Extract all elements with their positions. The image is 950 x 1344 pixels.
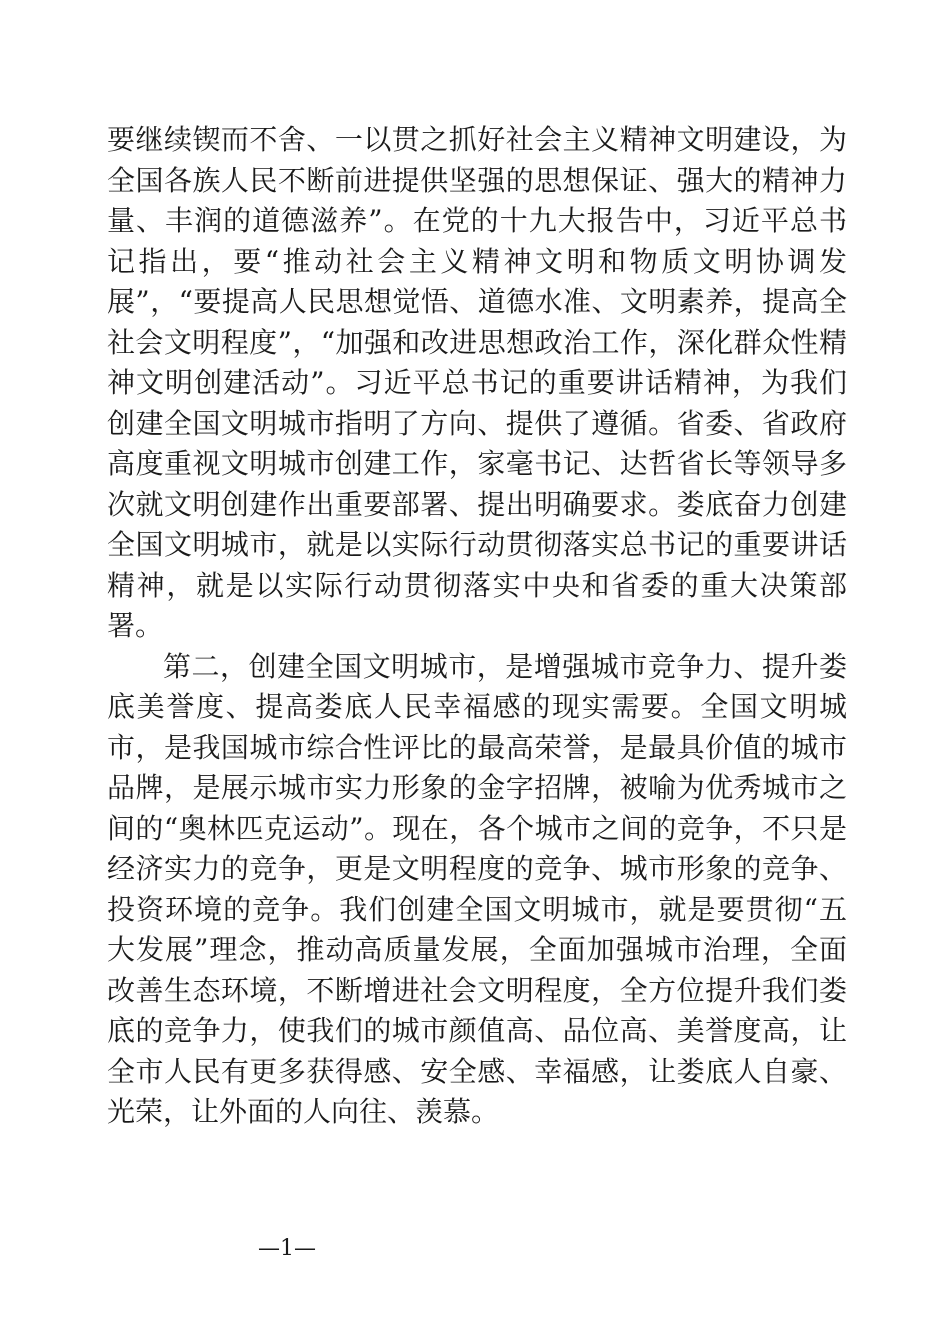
document-body xyxy=(107,120,847,1133)
paragraph-2: 第二，创建全国文明城市，是增强城市竞争力、提升娄底美誉度、提高娄底人民幸福感的现实需要。全国文明城市，是我国城市综合性评比的最高荣誉，是最具价值的城市品牌，是展示城市实力形象的金字招牌，被喻为优秀城市之间的“奥林匹克运动”。现在，各个城市之间的竞争，不只是经济实力的竞争，更是文明程度的竞争、城市形象的竞争、投资环境的竞争。我们创建全国文明城市，就是要贯彻“五大发展”理念，推动高质量发展，全面加强城市治理，全面改善生态环境，不断增进社会文明程度，全方位提升我们娄底的竞争力，使我们的城市颜值高、品位高、美誉度高，让全市人民有更多获得感、安全感、幸福感，让娄底人自豪、光荣，让外面的人向往、羡慕。 xyxy=(107,649,847,1128)
page-number: —1— xyxy=(258,1236,316,1261)
paragraph-1: 要继续锲而不舍、一以贯之抓好社会主义精神文明建设，为全国各族人民不断前进提供坚强的思想保证、强大的精神力量、丰润的道德滋养”。在党的十九大报告中，习近平总书记指出，要“推动社会主义精神文明和物质文明协调发展”，“要提高人民思想觉悟、道德水准、文明素养，提高全社会文明程度”，“加强和改进思想政治工作，深化群众性精神文明创建活动”。习近平总书记的重要讲话精神，为我们创建全国文明城市指明了方向、提供了遵循。省委、省政府高度重视文明城市创建工作，家毫书记、达哲省长等领导多次就文明创建作出重要部署、提出明确要求。娄底奋力创建全国文明城市，就是以实际行动贯彻落实总书记的重要讲话精神，就是以实际行动贯彻落实中央和省委的重大决策部署。 xyxy=(107,123,847,642)
